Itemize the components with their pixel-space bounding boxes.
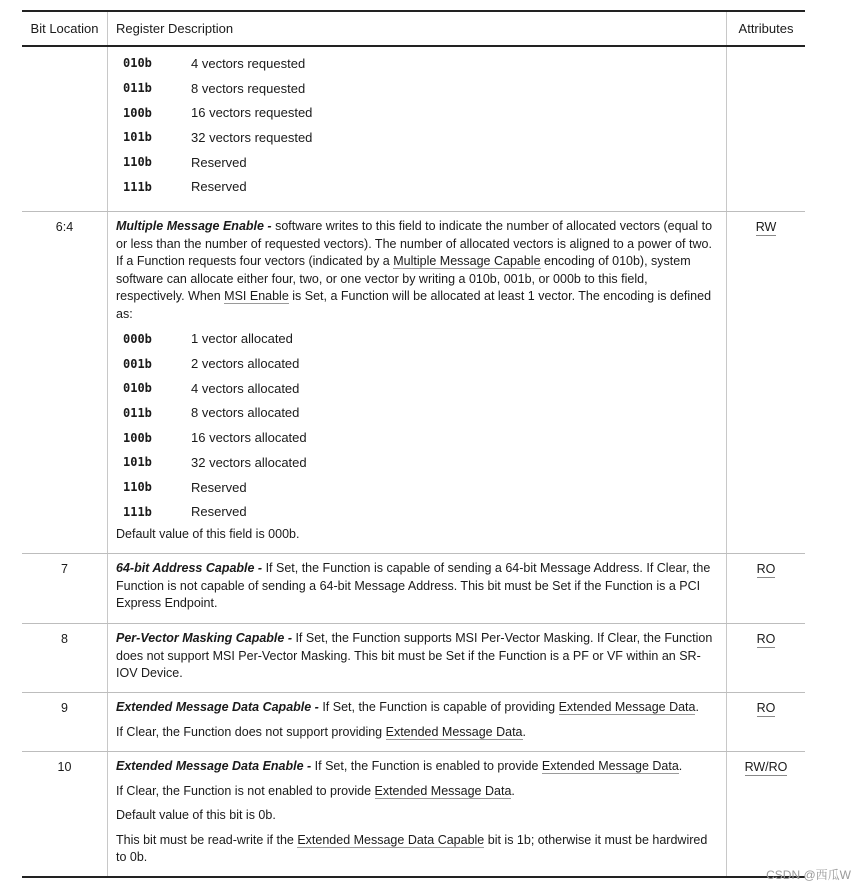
encoding-code: 100b: [123, 430, 152, 445]
encoding-value: 32 vectors allocated: [191, 454, 307, 470]
field-description: Per-Vector Masking Capable - If Set, the Function supports MSI Per-Vector Masking. If Clear, the Function does not support MSI Per-Vector Masking. This bit must be Set if the Function is a PF or VF within an SR-IOV Device.: [116, 631, 713, 681]
link-extended-message-data[interactable]: Extended Message Data: [374, 783, 512, 798]
encoding-code: 100b: [123, 105, 152, 120]
attr-cell: [727, 693, 805, 751]
default-value-text: Default value of this bit is 0b.: [116, 808, 276, 823]
encoding-value: 2 vectors allocated: [191, 356, 300, 372]
encoding-value: 32 vectors requested: [191, 129, 313, 145]
encoding-code: 110b: [123, 155, 152, 170]
field-description: Multiple Message Enable - software writes to this field to indicate the number of allocated vectors (equal to or less than the number of requested vectors). The number of allocated vectors is aligned to a power of two. If a Function requests four vectors (indicated by a Multiple Message Capable encoding of 010b), system software can allocate either four, two, or one vector by writing a 010b, 001b, or 000b to this field, respectively. When MSI Enable is Set, a Function will be allocated at least 1 vector. The encoding is defined as:: [116, 219, 713, 321]
encoding-list: [116, 327, 718, 525]
encoding-item: [116, 51, 718, 76]
encoding-value: Reserved: [191, 504, 247, 520]
encoding-code: 001b: [123, 356, 152, 371]
description-cell: [107, 47, 727, 211]
encoding-item: [116, 351, 718, 376]
header-register-description: Register Description: [107, 12, 727, 45]
bit-cell: [22, 47, 107, 211]
link-extended-message-data-capable[interactable]: Extended Message Data Capable: [297, 832, 485, 847]
encoding-value: 4 vectors requested: [191, 55, 306, 71]
encoding-value: 1 vector allocated: [191, 331, 293, 347]
encoding-item: [116, 450, 718, 475]
encoding-item: [116, 174, 718, 199]
bit-cell: 10: [57, 760, 72, 774]
encoding-item: [116, 499, 718, 524]
field-description-requirement: This bit must be read-write if the Extended Message Data Capable bit is 1b; otherwise it must be hardwired to 0b.: [116, 832, 708, 865]
encoding-code: 000b: [123, 331, 152, 346]
field-name: Multiple Message Enable -: [116, 219, 272, 233]
encoding-item: [116, 100, 718, 125]
encoding-code: 011b: [123, 81, 152, 96]
field-description: 64-bit Address Capable - If Set, the Function is capable of sending a 64-bit Message Address. If Clear, the Function is not capable of sending a 64-bit Message Address. This bit must be Set if the Function is a PCI Express Endpoint.: [116, 561, 711, 611]
link-msi-enable[interactable]: MSI Enable: [224, 289, 289, 304]
encoding-code: 010b: [123, 56, 152, 71]
encoding-code: 010b: [123, 381, 152, 396]
watermark: CSDN @西瓜W: [766, 868, 851, 882]
header-bit-location: Bit Location: [30, 21, 99, 36]
encoding-value: Reserved: [191, 179, 247, 195]
default-value-text: Default value of this field is 000b.: [116, 527, 300, 542]
bit-cell: 7: [61, 562, 68, 576]
encoding-value: 16 vectors requested: [191, 105, 313, 121]
encoding-value: Reserved: [191, 479, 247, 495]
encoding-code: 110b: [123, 480, 152, 495]
table-row-per-vector-masking-capable: [22, 624, 805, 693]
encoding-value: 4 vectors allocated: [191, 380, 300, 396]
table-row-64bit-address-capable: [22, 554, 805, 624]
attribute-value: RW/RO: [744, 760, 788, 774]
encoding-value: 16 vectors allocated: [191, 430, 307, 446]
encoding-list: [116, 51, 718, 199]
description-cell: [107, 554, 727, 623]
bit-cell: 8: [61, 632, 68, 646]
register-table: [22, 10, 805, 878]
encoding-item: [116, 76, 718, 101]
attribute-value: RO: [756, 701, 776, 715]
table-row-extended-message-data-capable: [22, 693, 805, 752]
encoding-item: [116, 376, 718, 401]
header-attributes: Attributes: [738, 21, 794, 36]
link-extended-message-data[interactable]: Extended Message Data: [541, 759, 679, 773]
encoding-code: 111b: [123, 179, 152, 194]
encoding-code: 111b: [123, 504, 152, 519]
attr-cell: [727, 624, 805, 692]
bit-cell: 9: [61, 701, 68, 715]
attr-cell: [727, 47, 805, 211]
table-row-extended-message-data-enable: [22, 752, 805, 878]
description-cell: [107, 693, 727, 751]
encoding-item: [116, 150, 718, 175]
link-extended-message-data[interactable]: Extended Message Data: [558, 700, 696, 714]
encoding-value: 8 vectors allocated: [191, 405, 300, 421]
bit-cell: 6:4: [55, 220, 74, 234]
link-extended-message-data[interactable]: Extended Message Data: [385, 724, 523, 739]
field-description-clear: If Clear, the Function does not support providing Extended Message Data.: [116, 724, 526, 739]
encoding-item: [116, 125, 718, 150]
description-cell: [107, 752, 727, 876]
attribute-value: RO: [756, 562, 776, 576]
description-cell: [107, 212, 727, 553]
field-name: Per-Vector Masking Capable -: [116, 631, 292, 645]
description-cell: [107, 624, 727, 692]
table-row-multiple-message-enable: [22, 212, 805, 554]
field-name: Extended Message Data Capable -: [116, 700, 319, 714]
link-multiple-message-capable[interactable]: Multiple Message Capable: [393, 254, 541, 269]
field-name: 64-bit Address Capable -: [116, 561, 263, 575]
field-description: Extended Message Data Capable - If Set, the Function is capable of providing Extended Message Data.: [116, 700, 699, 714]
encoding-item: [116, 425, 718, 450]
encoding-item: [116, 401, 718, 426]
attr-cell: [727, 212, 805, 553]
field-name: Extended Message Data Enable -: [116, 759, 312, 773]
encoding-code: 101b: [123, 130, 152, 145]
table-row-continuation: [22, 47, 805, 212]
encoding-value: 8 vectors requested: [191, 80, 306, 96]
attr-cell: [727, 752, 805, 876]
encoding-code: 011b: [123, 405, 152, 420]
attr-cell: [727, 554, 805, 623]
field-description-clear: If Clear, the Function is not enabled to provide Extended Message Data.: [116, 783, 515, 798]
encoding-value: Reserved: [191, 154, 247, 170]
field-description: Extended Message Data Enable - If Set, the Function is enabled to provide Extended Message Data.: [116, 759, 683, 773]
table-header: [22, 10, 805, 47]
encoding-item: [116, 475, 718, 500]
encoding-item: [116, 327, 718, 352]
attribute-value: RO: [756, 632, 776, 646]
attribute-value: RW: [755, 220, 777, 234]
encoding-code: 101b: [123, 455, 152, 470]
